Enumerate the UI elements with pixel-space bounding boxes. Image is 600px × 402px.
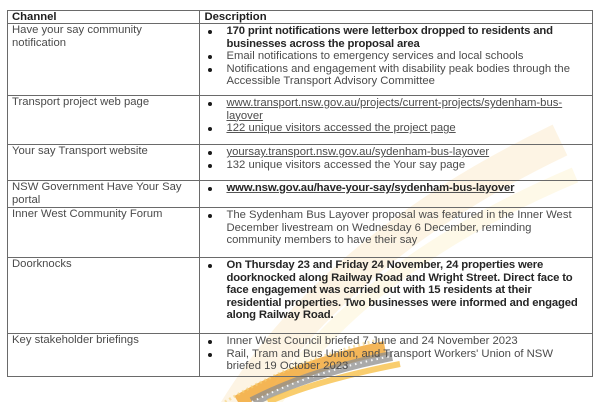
bullet-item: Notifications and engagement with disability peak bodies through the Accessible Transport Advisory Committee bbox=[204, 63, 588, 88]
table-row bbox=[8, 181, 593, 208]
description-cell bbox=[200, 208, 593, 258]
channel-cell: Inner West Community Forum bbox=[8, 208, 200, 258]
column-header-description: Description bbox=[200, 11, 593, 24]
column-header-channel: Channel bbox=[8, 11, 200, 24]
bullet-item: 122 unique visitors accessed the project page bbox=[204, 122, 588, 135]
description-cell bbox=[200, 181, 593, 208]
bullet-item: On Thursday 23 and Friday 24 November, 24 properties were doorknocked along Railway Road and Wright Street. Direct face to face engagement was carried out with 15 residents at their residential properties. Two businesses were informed and engaged along Railway Road. bbox=[204, 259, 588, 322]
description-cell bbox=[200, 334, 593, 377]
description-cell bbox=[200, 96, 593, 145]
channel-cell: Transport project web page bbox=[8, 96, 200, 145]
bullet-item: 170 print notifications were letterbox dropped to residents and businesses across the proposal area bbox=[204, 25, 588, 50]
project-page-link[interactable]: www.transport.nsw.gov.au/projects/current-projects/sydenham-bus-layover bbox=[204, 97, 588, 122]
bullet-item: Email notifications to emergency services and local schools bbox=[204, 50, 588, 63]
table-row bbox=[8, 145, 593, 181]
description-cell bbox=[200, 258, 593, 334]
bullet-list bbox=[204, 96, 588, 137]
bullet-list bbox=[204, 181, 588, 197]
bullet-list bbox=[204, 334, 588, 375]
bullet-list bbox=[204, 258, 588, 324]
channel-cell: Key stakeholder briefings bbox=[8, 334, 200, 377]
table-row bbox=[8, 258, 593, 334]
bullet-item: The Sydenham Bus Layover proposal was featured in the Inner West December livestream on Wednesday 6 December, reminding community members to have their say bbox=[204, 209, 588, 247]
description-cell bbox=[200, 145, 593, 181]
table-header-row bbox=[8, 11, 593, 24]
table-row bbox=[8, 96, 593, 145]
channel-cell: NSW Government Have Your Say portal bbox=[8, 181, 200, 208]
bullet-list bbox=[204, 24, 588, 90]
channel-cell: Doorknocks bbox=[8, 258, 200, 334]
table-row bbox=[8, 334, 593, 377]
table-row bbox=[8, 208, 593, 258]
your-say-link[interactable]: yoursay.transport.nsw.gov.au/sydenham-bus-layover bbox=[204, 146, 588, 159]
engagement-channels-table bbox=[7, 10, 593, 377]
table-row bbox=[8, 24, 593, 96]
bullet-item: Inner West Council briefed 7 June and 24 November 2023 bbox=[204, 335, 588, 348]
channel-cell: Your say Transport website bbox=[8, 145, 200, 181]
nsw-have-your-say-link[interactable]: www.nsw.gov.au/have-your-say/sydenham-bus-layover bbox=[204, 182, 588, 195]
description-cell bbox=[200, 24, 593, 96]
channel-cell: Have your say community notification bbox=[8, 24, 200, 96]
bullet-item: 132 unique visitors accessed the Your say page bbox=[204, 159, 588, 172]
bullet-list bbox=[204, 208, 588, 249]
bullet-list bbox=[204, 145, 588, 173]
bullet-item: Rail, Tram and Bus Union, and Transport Workers' Union of NSW briefed 19 October 2023 bbox=[204, 348, 588, 373]
